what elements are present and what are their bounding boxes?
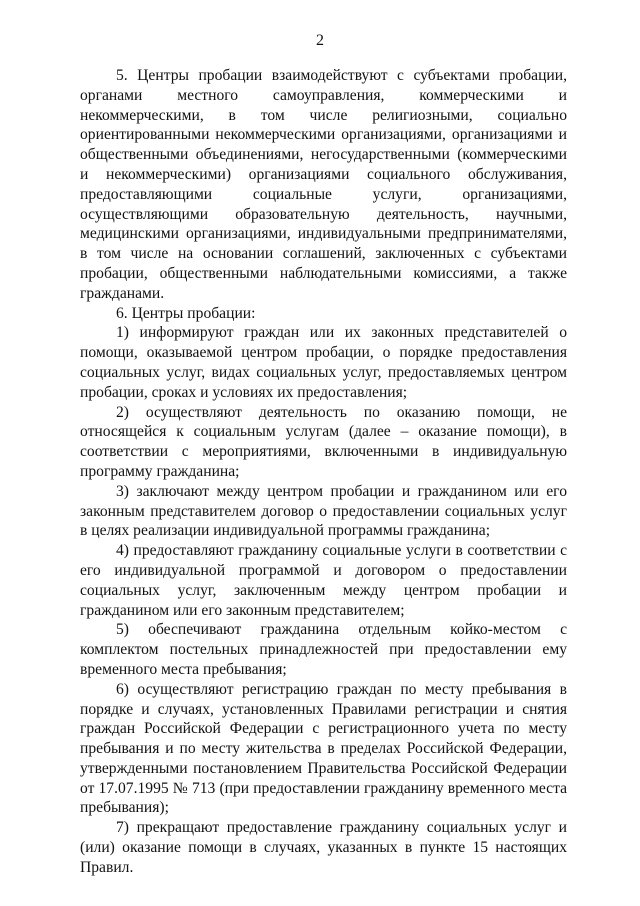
document-body — [80, 66, 567, 878]
subparagraph-7-termination: 7) прекращают предоставление гражданину социальных услуг и (или) оказание помощи в случаях, указанных в пункте 15 настоящих Правил. — [80, 819, 567, 876]
subparagraph-3-contract: 3) заключают между центром пробации и гражданином или его законным представителем договор о предоставлении социальных услуг в целях реализации индивидуальной программы гражданина; — [80, 482, 567, 540]
paragraph-item-5: 5. Центры пробации взаимодействуют с субъектами пробации, органами местного самоуправления, коммерческими и некоммерческими, в том числе религиозными, социально ориентированными некоммерческими организациями, организациями и общественными объединениями, негосударственными (коммерческими и некоммерческими) организациями социального обслуживания, предоставляющими социальные услуги, организациями, осуществляющими образовательную деятельность, научными, медицинскими организациями, индивидуальными предпринимателями, в том числе на основании соглашений, заключенных с субъектами пробации, общественными наблюдательными комиссиями, а также гражданами. — [80, 67, 567, 302]
subparagraph-2-assistance: 2) осуществляют деятельность по оказанию помощи, не относящейся к социальным услугам (далее – оказание помощи), в соответствии с мероприятиями, включенными в индивидуальную программу гражданина; — [80, 403, 567, 480]
subparagraph-4-social-services: 4) предоставляют гражданину социальные услуги в соответствии с его индивидуальной программой и договором о предоставлении социальных услуг, заключенным между центром пробации и гражданином или его законным представителем; — [80, 542, 567, 619]
subparagraph-1-inform: 1) информируют граждан или их законных представителей о помощи, оказываемой центром пробации, о порядке предоставления социальных услуг, видах социальных услуг, предоставляемых центром пробации, сроках и условиях их предоставления; — [80, 324, 567, 401]
subparagraph-5-bed-place: 5) обеспечивают гражданина отдельным койко-местом с комплектом постельных принадлежностей при предоставлении ему временного места пребывания; — [80, 621, 567, 678]
paragraph-item-6-heading: 6. Центры пробации: — [116, 304, 256, 322]
page-number: 2 — [316, 32, 324, 49]
subparagraph-6-registration: 6) осуществляют регистрацию граждан по месту пребывания в порядке и случаях, установленных Правилами регистрации и снятия граждан Российской Федерации с регистрационного учета по месту пребывания и по месту жительства в пределах Российской Федерации, утвержденными постановлением Правительства Российской Федерации от 17.07.1995 № 713 (при предоставлении гражданину временного места пребывания); — [80, 680, 567, 817]
